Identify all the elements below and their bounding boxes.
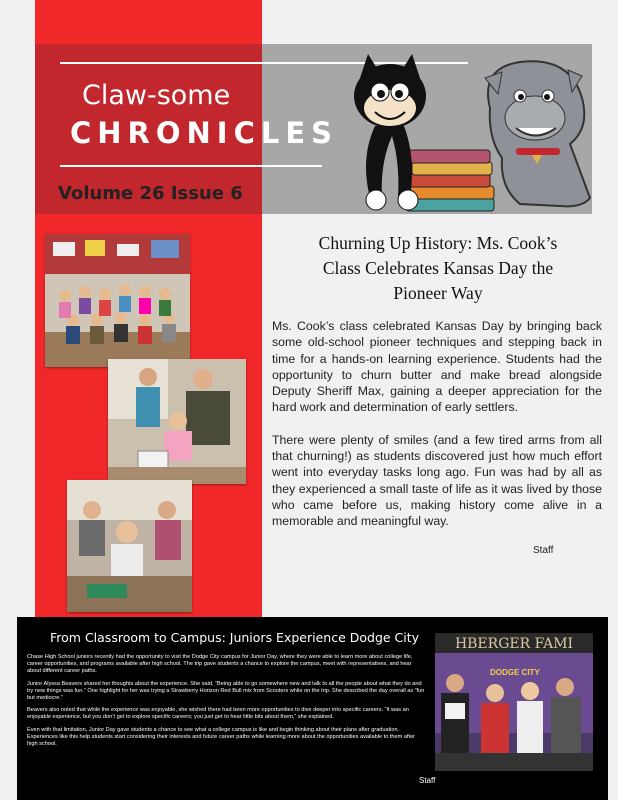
bottom-paragraph-1: Chase High School juniors recently had the opportunity to visit the Dodge City campus for Junior Day, where they were able to learn more about college life, career opportunities, and programs available after high school. The trip gave students a chance to explore the campus, meet with representatives, and hear about different career paths.: [27, 654, 413, 675]
bottom-article-body: [27, 654, 427, 753]
masthead-bottom-rule: [60, 165, 322, 167]
mascot-illustration: [320, 48, 600, 214]
photo-sign-text: DODGE CITY: [490, 668, 540, 677]
bottom-paragraph-2: Junior Alyssa Beavers shared her thoughts about the experience. She said, “Being able to go somewhere new and talk to all the people about what they do and try new things was fun.” One highlight for her was trying a Strawberry Horizon Red Bull mix from Scooters while on the trip. She described the day overall as “fun but mediocre.”: [27, 680, 425, 702]
main-paragraph-2: There were plenty of smiles (and a few tired arms from all that churning!) as students discovered just how much effort went into everyday tasks long ago. Fun was had by all as they experienced a small taste of life as it was lived by those who came before us, making history come alive in a memorable and meaningful way.: [272, 432, 602, 529]
class-group-photo: [45, 234, 190, 367]
bulldog-mascot-icon: [485, 61, 590, 206]
main-headline: Churning Up History: Ms. Cook’s Class Celebrates Kansas Day the Pioneer Way: [318, 233, 558, 303]
main-paragraph-1: Ms. Cook’s class celebrated Kansas Day by bringing back some old-school pioneer techniques and stepping back in time for a hands-on learning experience. Students had the opportunity to churn butter and make bread alongside Deputy Sheriff Max, gaining a deeper appreciation for the hard work and determination of early settlers.: [272, 319, 602, 415]
bottom-paragraph-4: Even with that limitation, Junior Day gave students a chance to see what a college campus is like and begin thinking about their plans after graduation. Experiences like this help students start considering their interests and future career paths while learning more about the opportunities available to them after high school.: [27, 726, 416, 748]
photo-banner-text: HBERGER FAMI: [454, 636, 574, 652]
bread-making-photo: [67, 480, 192, 612]
bottom-paragraph-3: Beavers also noted that while the experience was enjoyable, she wished there had been more opportunities to dive deeper into specific careers. “It was an enjoyable experience, but you don’t get to explore specific careers; you just get to hear little bits about them,” she explained.: [27, 707, 409, 721]
dodge-city-group-photo: [435, 633, 593, 771]
main-article-body: [272, 318, 602, 546]
bottom-headline: From Classroom to Campus: Juniors Experience Dodge City: [50, 630, 420, 645]
volume-issue: Volume 26 Issue 6: [58, 183, 243, 204]
bottom-byline: Staff: [419, 776, 436, 785]
masthead-title-line2: CHRONICLES: [70, 116, 339, 150]
butter-churning-photo: [108, 359, 246, 484]
masthead-title-line1: Claw-some: [82, 80, 231, 111]
main-byline: Staff: [533, 545, 554, 556]
